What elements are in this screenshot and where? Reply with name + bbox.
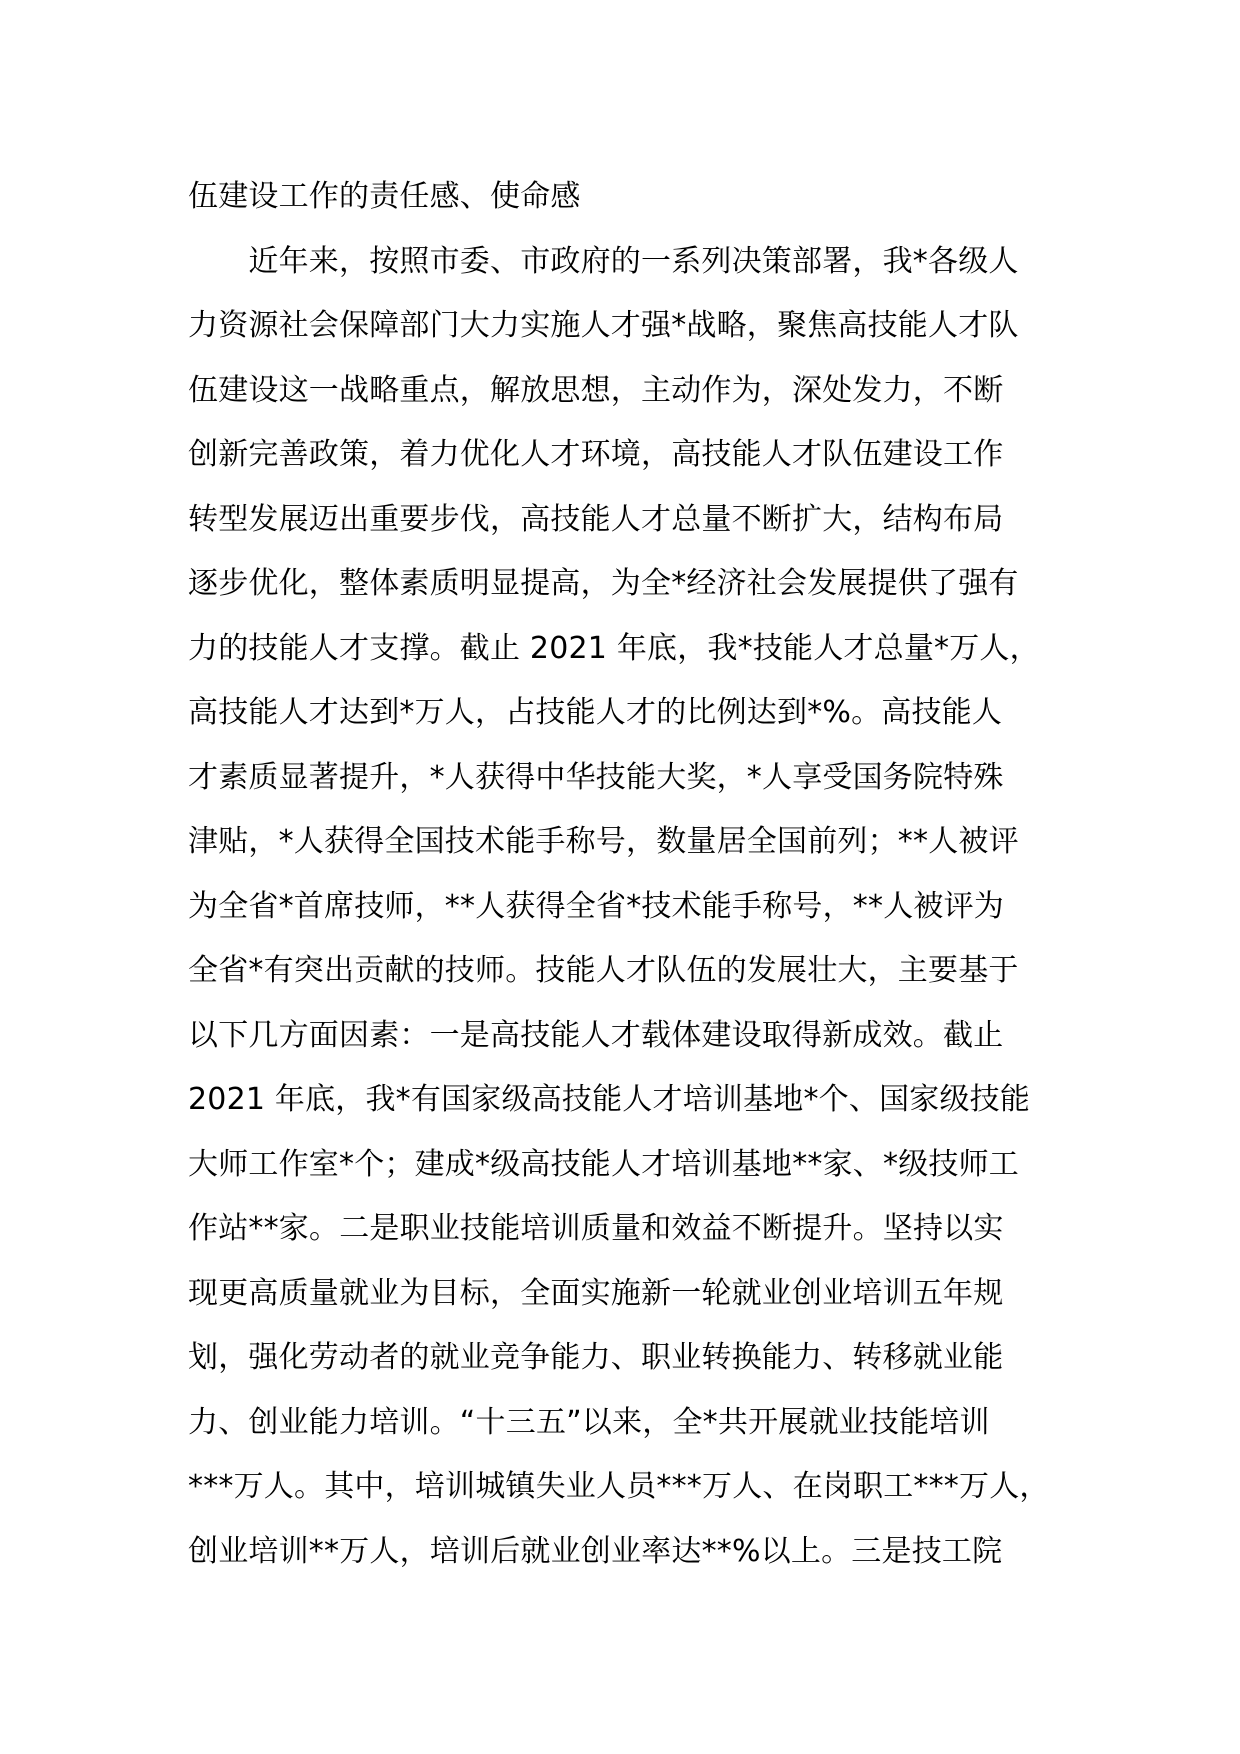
text-line: 力的技能人才支撑。截止 2021 年底，我*技能人才总量*万人， [188, 630, 1040, 666]
body-text [188, 165, 1068, 1584]
text-line: 全省*有突出贡献的技师。技能人才队伍的发展壮大，主要基于 [188, 953, 1019, 988]
text-line: 才素质显著提升，*人获得中华技能大奖，*人享受国务院特殊 [188, 759, 1004, 795]
text-line: 以下几方面因素：一是高技能人才载体建设取得新成效。截止 [188, 1017, 1004, 1053]
text-line: 创新完善政策，着力优化人才环境，高技能人才队伍建设工作 [188, 437, 1004, 472]
text-line: 伍建设工作的责任感、使命感 [188, 179, 581, 214]
text-line: 逐步优化，整体素质明显提高，为全*经济社会发展提供了强有 [188, 566, 1019, 601]
text-line: 划，强化劳动者的就业竞争能力、职业转换能力、转移就业能 [188, 1340, 1004, 1375]
text-line: 高技能人才达到*万人，占技能人才的比例达到*%。高技能人 [188, 695, 1003, 730]
text-line: 转型发展迈出重要步伐，高技能人才总量不断扩大，结构布局 [188, 501, 1004, 537]
text-line: 近年来，按照市委、市政府的一系列决策部署，我*各级人 [188, 243, 1019, 279]
text-line: ***万人。其中，培训城镇失业人员***万人、在岗职工***万人， [188, 1469, 1050, 1504]
text-line: 现更高质量就业为目标，全面实施新一轮就业创业培训五年规 [188, 1275, 1004, 1311]
text-line: 津贴，*人获得全国技术能手称号，数量居全国前列；**人被评 [188, 824, 1019, 859]
text-line: 力、创业能力培训。“十三五”以来，全*共开展就业技能培训 [188, 1404, 990, 1440]
text-line: 作站**家。二是职业技能培训质量和效益不断提升。坚持以实 [188, 1211, 1004, 1246]
text-line: 大师工作室*个；建成*级高技能人才培训基地**家、*级技师工 [188, 1146, 1019, 1182]
text-line: 2021 年底，我*有国家级高技能人才培训基地*个、国家级技能 [188, 1082, 1031, 1117]
text-line: 力资源社会保障部门大力实施人才强*战略，聚焦高技能人才队 [188, 308, 1019, 343]
text-line: 为全省*首席技师，**人获得全省*技术能手称号，**人被评为 [188, 888, 1004, 924]
text-line: 伍建设这一战略重点，解放思想，主动作为，深处发力，不断 [188, 372, 1004, 408]
text-line: 创业培训**万人，培训后就业创业率达**%以上。三是技工院 [188, 1533, 1003, 1569]
